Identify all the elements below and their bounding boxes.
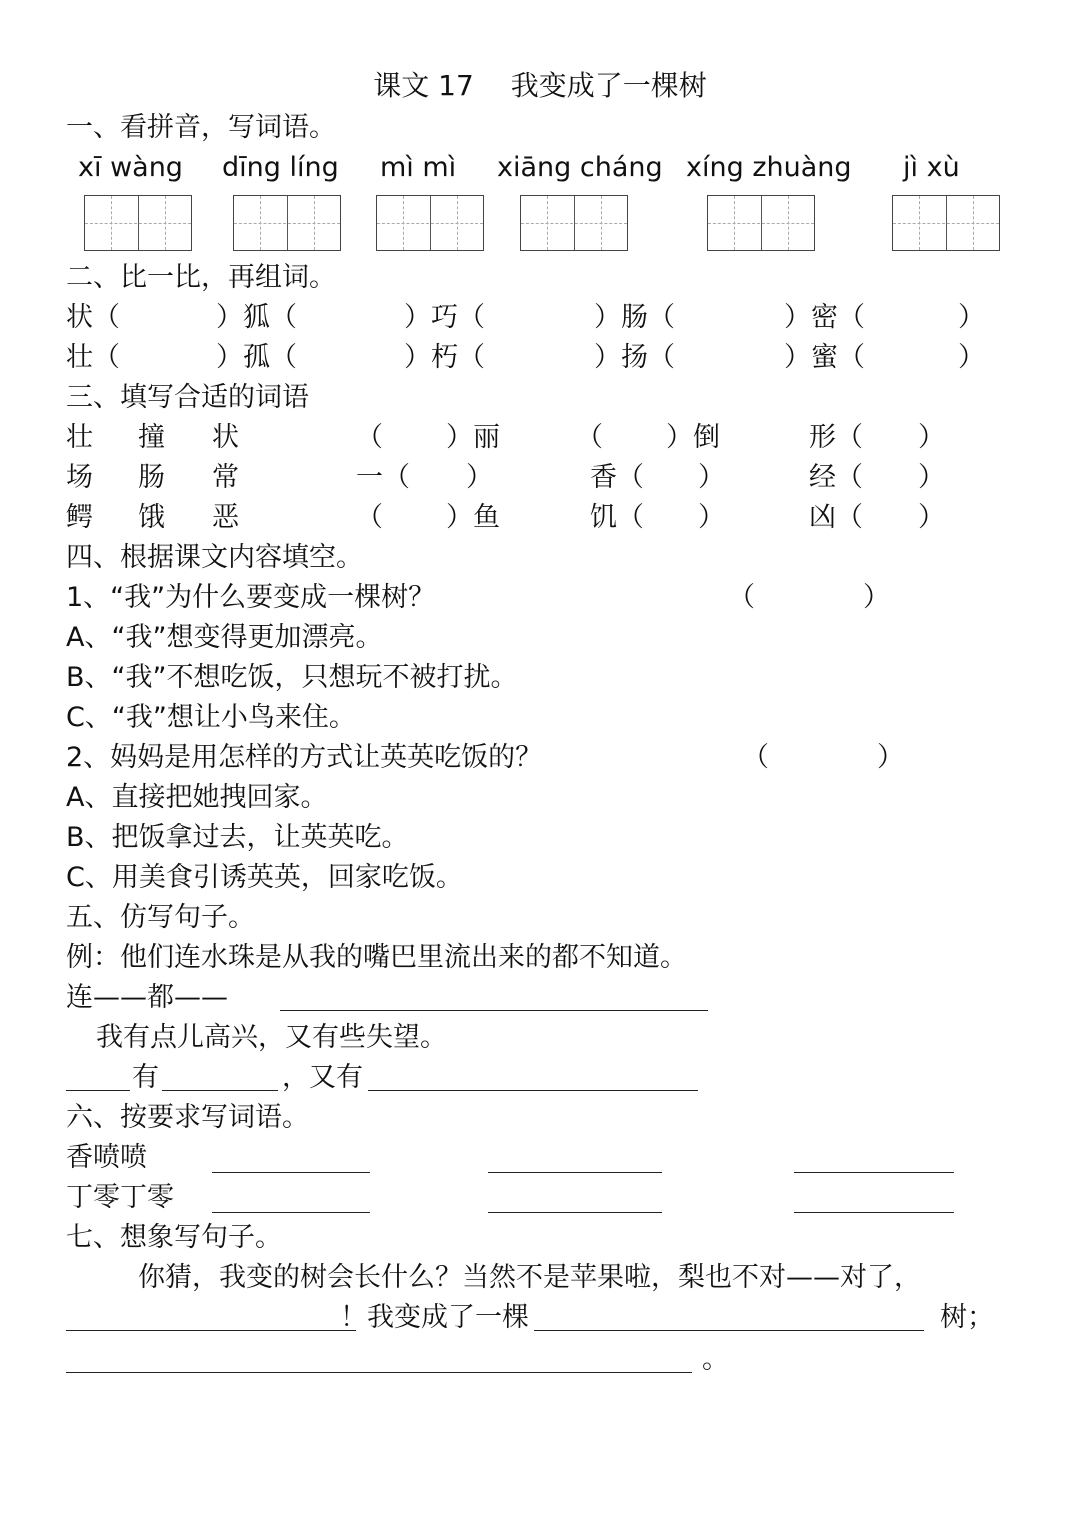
imagine-line-1: 你猜，我变的树会长什么？当然不是苹果啦，梨也不对——对了， — [138, 1262, 921, 1293]
section-1-heading: 一、看拼音，写词语。 — [66, 112, 336, 143]
fill-blank: ） — [918, 462, 945, 493]
compare-cell: ）孤（ — [216, 342, 297, 373]
answer-line[interactable] — [368, 1090, 698, 1091]
fill-blank: 凶（ — [809, 502, 863, 533]
pattern-2-you: 有 — [132, 1062, 159, 1093]
q1-option-a: A、“我”想变得更加漂亮。 — [66, 622, 383, 653]
compare-cell: ） — [958, 302, 985, 333]
imagine-line-2b: 树； — [940, 1302, 994, 1333]
fill-blank: 香（ — [590, 462, 644, 493]
section-7-heading: 七、想象写句子。 — [66, 1222, 282, 1253]
fill-blank: 饥（ — [590, 502, 644, 533]
compare-cell: ）肠（ — [594, 302, 675, 333]
answer-line[interactable] — [66, 1372, 692, 1373]
fill-blank: （ — [356, 422, 383, 453]
question-2: 2、妈妈是用怎样的方式让英英吃饭的？ — [66, 742, 543, 773]
section-4-heading: 四、根据课文内容填空。 — [66, 542, 363, 573]
fill-char: 撞 — [138, 422, 165, 453]
question-1: 1、“我”为什么要变成一棵树？ — [66, 582, 436, 613]
example-sentence: 例：他们连水珠是从我的嘴巴里流出来的都不知道。 — [66, 942, 687, 973]
pattern-2-youyou: ，又有 — [282, 1062, 363, 1093]
section-6-heading: 六、按要求写词语。 — [66, 1102, 309, 1133]
fill-char: 状 — [212, 422, 239, 453]
writing-grid-2[interactable] — [233, 195, 341, 251]
word-item-1: 香喷喷 — [66, 1142, 147, 1173]
compare-cell: ）朽（ — [404, 342, 485, 373]
compare-cell: ）狐（ — [216, 302, 297, 333]
answer-line[interactable] — [66, 1090, 130, 1091]
fill-blank: ）鱼 — [446, 502, 500, 533]
pinyin-5: xíng zhuàng — [686, 152, 852, 183]
fill-blank: 一（ — [356, 462, 410, 493]
imagine-line-3-end: 。 — [702, 1344, 729, 1375]
fill-blank: ）丽 — [446, 422, 500, 453]
fill-blank: 经（ — [809, 462, 863, 493]
fill-blank: ） — [698, 502, 725, 533]
answer-line[interactable] — [162, 1090, 278, 1091]
lesson-name: 我变成了一棵树 — [510, 69, 707, 102]
q2-option-a: A、直接把她拽回家。 — [66, 782, 328, 813]
section-3-heading: 三、填写合适的词语 — [66, 382, 309, 413]
fill-blank: ） — [918, 422, 945, 453]
q2-option-c: C、用美食引诱英英，回家吃饭。 — [66, 862, 463, 893]
writing-grid-3[interactable] — [376, 195, 484, 251]
fill-char: 壮 — [66, 422, 93, 453]
fill-char: 饿 — [138, 502, 165, 533]
answer-line[interactable] — [280, 1010, 708, 1011]
fill-char: 鳄 — [66, 502, 93, 533]
answer-line[interactable] — [794, 1212, 954, 1213]
q1-option-b: B、“我”不想吃饭，只想玩不被打扰。 — [66, 662, 518, 693]
fill-blank: ） — [698, 462, 725, 493]
answer-line[interactable] — [488, 1172, 662, 1173]
fill-blank: ）倒 — [666, 422, 720, 453]
writing-grid-5[interactable] — [707, 195, 815, 251]
fill-char: 常 — [212, 462, 239, 493]
compare-cell: ） — [958, 342, 985, 373]
answer-line[interactable] — [534, 1330, 924, 1331]
q1-option-c: C、“我”想让小鸟来住。 — [66, 702, 356, 733]
fill-char: 场 — [66, 462, 93, 493]
answer-line[interactable] — [488, 1212, 662, 1213]
sentence-2: 我有点儿高兴，又有些失望。 — [96, 1022, 447, 1053]
compare-cell: 状（ — [66, 302, 120, 333]
answer-line[interactable] — [66, 1330, 356, 1331]
answer-line[interactable] — [212, 1212, 370, 1213]
pinyin-6: jì xù — [903, 152, 960, 183]
pinyin-3: mì mì — [380, 152, 457, 183]
writing-grid-6[interactable] — [892, 195, 1000, 251]
fill-blank: ） — [466, 462, 493, 493]
section-5-heading: 五、仿写句子。 — [66, 902, 255, 933]
pattern-1: 连——都—— — [66, 982, 228, 1013]
section-2-heading: 二、比一比，再组词。 — [66, 262, 336, 293]
pinyin-1: xī wàng — [78, 152, 183, 183]
fill-blank: （ — [356, 502, 383, 533]
lesson-number: 课文 17 — [373, 69, 474, 102]
fill-char: 恶 — [212, 502, 239, 533]
q2-option-b: B、把饭拿过去，让英英吃。 — [66, 822, 409, 853]
fill-blank: ） — [918, 502, 945, 533]
answer-paren-1: （ ） — [728, 582, 890, 613]
compare-cell: ）蜜（ — [784, 342, 865, 373]
fill-blank: 形（ — [809, 422, 863, 453]
pinyin-2: dīng líng — [222, 152, 339, 183]
fill-char: 肠 — [138, 462, 165, 493]
compare-cell: ）扬（ — [594, 342, 675, 373]
compare-cell: 壮（ — [66, 342, 120, 373]
writing-grid-1[interactable] — [84, 195, 192, 251]
page-title — [0, 66, 1080, 106]
answer-paren-2: （ ） — [742, 742, 904, 773]
word-item-2: 丁零丁零 — [66, 1182, 174, 1213]
pinyin-4: xiāng cháng — [497, 152, 663, 183]
answer-line[interactable] — [212, 1172, 370, 1173]
answer-line[interactable] — [794, 1172, 954, 1173]
imagine-line-2a: ！我变成了一棵 — [340, 1302, 529, 1333]
fill-blank: （ — [576, 422, 603, 453]
compare-cell: ）巧（ — [404, 302, 485, 333]
compare-cell: ）密（ — [784, 302, 865, 333]
writing-grid-4[interactable] — [520, 195, 628, 251]
